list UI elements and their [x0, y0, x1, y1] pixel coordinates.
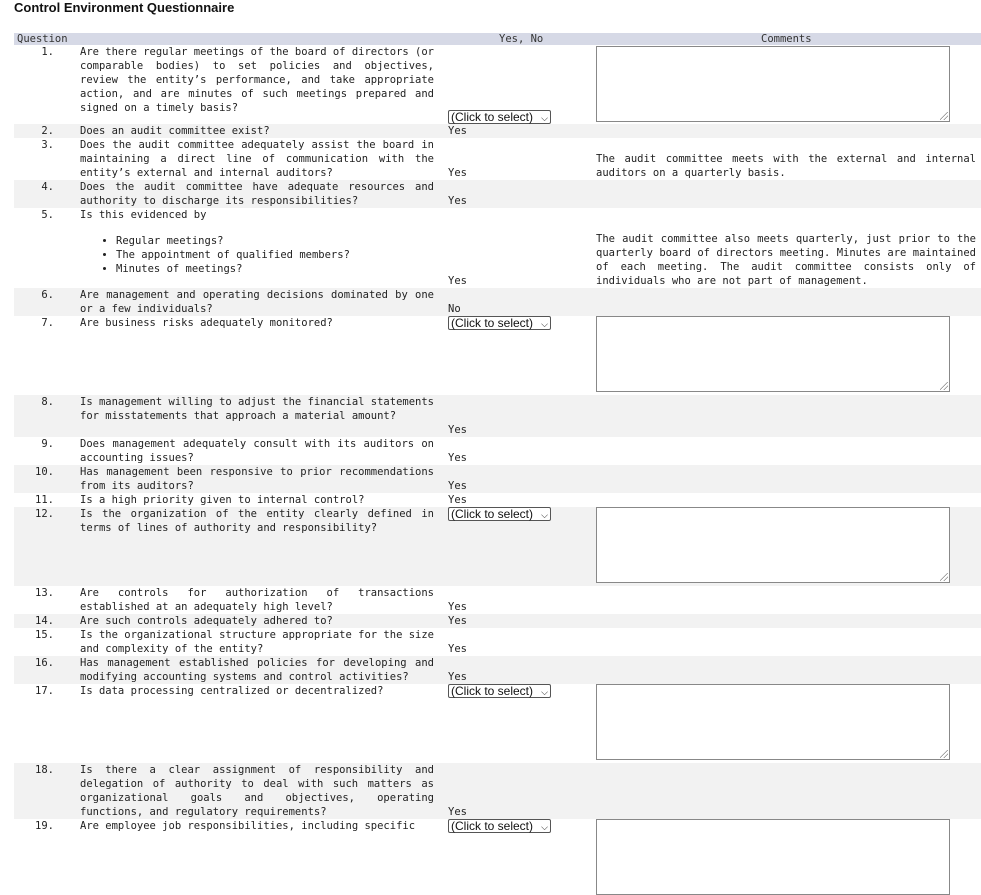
- comment-textarea[interactable]: [596, 46, 950, 122]
- table-row: [14, 288, 981, 316]
- chevron-down-icon: ⌵: [541, 687, 548, 697]
- question-text: Are such controls adequately adhered to?: [80, 615, 333, 627]
- question-number: 4.: [41, 181, 54, 193]
- answer-value: Yes: [448, 424, 467, 436]
- table-row: [14, 763, 981, 819]
- comment-textarea[interactable]: [596, 684, 950, 760]
- answer-value: No: [448, 303, 461, 315]
- table-row: [14, 124, 981, 138]
- question-text: Does the audit committee have adequate resources and authority to discharge its responsibilities?: [80, 181, 434, 207]
- header-question: Question: [17, 33, 68, 45]
- question-text: Does management adequately consult with its auditors on accounting issues?: [80, 438, 434, 464]
- answer-value: Yes: [448, 125, 467, 137]
- question-number: 18.: [35, 764, 54, 776]
- answer-value: Yes: [448, 480, 467, 492]
- comment-textarea[interactable]: [596, 507, 950, 583]
- question-text: Are employee job responsibilities, including specific: [80, 820, 416, 832]
- question-number: 13.: [35, 587, 54, 599]
- question-number: 2.: [41, 125, 54, 137]
- table-row: [14, 395, 981, 437]
- answer-value: Yes: [448, 494, 467, 506]
- question-text: Does an audit committee exist?: [80, 125, 270, 137]
- table-row: [14, 45, 981, 124]
- select-value: (Click to select): [451, 110, 534, 124]
- table-row: [14, 614, 981, 628]
- question-text: Is the organization of the entity clearly defined in terms of lines of authority and responsibility?: [80, 508, 434, 534]
- table-row: [14, 628, 981, 656]
- header-yes-no: Yes, No: [499, 33, 544, 45]
- table-row: [14, 316, 981, 395]
- question-number: 7.: [41, 317, 54, 329]
- question-number: 11.: [35, 494, 54, 506]
- question-text: Is a high priority given to internal control?: [80, 494, 365, 506]
- question-text: Are business risks adequately monitored?: [80, 317, 333, 329]
- question-number: 19.: [35, 820, 54, 832]
- table-row: [14, 180, 981, 208]
- resize-grip-icon[interactable]: [940, 573, 948, 581]
- comment-text: The audit committee also meets quarterly, just prior to the quarterly board of directors meeting. Minutes are maintained of each meeting. The audit committee consists only of individuals who are not part of management.: [596, 233, 976, 287]
- table-row: [14, 493, 981, 507]
- chevron-down-icon: ⌵: [541, 822, 548, 832]
- comment-textarea[interactable]: [596, 316, 950, 392]
- answer-value: Yes: [448, 806, 467, 818]
- comment-textarea[interactable]: [596, 819, 950, 895]
- answer-value: Yes: [448, 671, 467, 683]
- question-number: 9.: [41, 438, 54, 450]
- question-number: 1.: [41, 46, 54, 58]
- question-number: 10.: [35, 466, 54, 478]
- list-item: • The appointment of qualified members?: [116, 248, 434, 262]
- question-text: Are there regular meetings of the board of directors (or comparable bodies) to set policies and objectives, review the entity’s performance, and take appropriate action, and are minutes of such meetings prepared and signed on a timely basis?: [80, 46, 435, 114]
- table-row: [14, 465, 981, 493]
- answer-value: Yes: [448, 615, 467, 627]
- answer-select[interactable]: [448, 819, 551, 833]
- select-value: (Click to select): [451, 684, 534, 698]
- question-text: Has management established policies for developing and modifying accounting systems and control activities?: [80, 657, 434, 683]
- question-number: 5.: [41, 209, 54, 221]
- question-text: Is the organizational structure appropriate for the size and complexity of the entity?: [80, 629, 435, 655]
- question-number: 8.: [41, 396, 54, 408]
- select-value: (Click to select): [451, 507, 534, 521]
- question-number: 17.: [35, 685, 54, 697]
- question-text: Has management been responsive to prior recommendations from its auditors?: [80, 466, 434, 492]
- resize-grip-icon[interactable]: [940, 750, 948, 758]
- table-header: [14, 33, 981, 45]
- question-number: 12.: [35, 508, 54, 520]
- answer-select[interactable]: [448, 507, 551, 521]
- question-text: Is this evidenced by: [80, 209, 207, 221]
- question-text: Is data processing centralized or decentralized?: [80, 685, 384, 697]
- answer-select[interactable]: [448, 684, 551, 698]
- question-text: Is there a clear assignment of responsibility and delegation of authority to deal with such matters as organizational goals and objectives, operating functions, and regulatory requirements?: [80, 764, 434, 818]
- answer-select[interactable]: [448, 110, 551, 124]
- list-item: • Minutes of meetings?: [116, 262, 434, 276]
- table-row: [14, 208, 981, 288]
- header-comments: Comments: [761, 33, 812, 45]
- chevron-down-icon: ⌵: [541, 319, 548, 329]
- select-value: (Click to select): [451, 819, 534, 833]
- answer-value: Yes: [448, 601, 467, 613]
- table-row: [14, 656, 981, 684]
- question-block: [80, 208, 434, 276]
- question-text: Is management willing to adjust the financial statements for misstatements that approach a material amount?: [80, 396, 435, 422]
- answer-select[interactable]: [448, 316, 551, 330]
- answer-value: Yes: [448, 167, 467, 179]
- page-title: Control Environment Questionnaire: [14, 0, 235, 15]
- table-row: [14, 138, 981, 180]
- question-number: 6.: [41, 289, 54, 301]
- question-number: 3.: [41, 139, 54, 151]
- table-row: [14, 684, 981, 763]
- select-value: (Click to select): [451, 316, 534, 330]
- table-row: [14, 819, 981, 833]
- question-number: 14.: [35, 615, 54, 627]
- table-row: [14, 507, 981, 586]
- table-row: [14, 437, 981, 465]
- question-bullet-list: [80, 234, 434, 276]
- question-text: Does the audit committee adequately assist the board in maintaining a direct line of communication with the entity’s external and internal auditors?: [80, 139, 434, 179]
- table-row: [14, 586, 981, 614]
- chevron-down-icon: ⌵: [541, 113, 548, 123]
- chevron-down-icon: ⌵: [541, 510, 548, 520]
- question-text: Are controls for authorization of transactions established at an adequately high level?: [80, 587, 434, 613]
- question-text: Are management and operating decisions dominated by one or a few individuals?: [80, 289, 434, 315]
- answer-value: Yes: [448, 452, 467, 464]
- comment-text: The audit committee meets with the external and internal auditors on a quarterly basis.: [596, 153, 976, 179]
- list-item: • Regular meetings?: [116, 234, 434, 248]
- answer-value: Yes: [448, 195, 467, 207]
- resize-grip-icon[interactable]: [940, 382, 948, 390]
- resize-grip-icon[interactable]: [940, 112, 948, 120]
- answer-value: Yes: [448, 643, 467, 655]
- question-number: 15.: [35, 629, 54, 641]
- question-number: 16.: [35, 657, 54, 669]
- answer-value: Yes: [448, 275, 467, 287]
